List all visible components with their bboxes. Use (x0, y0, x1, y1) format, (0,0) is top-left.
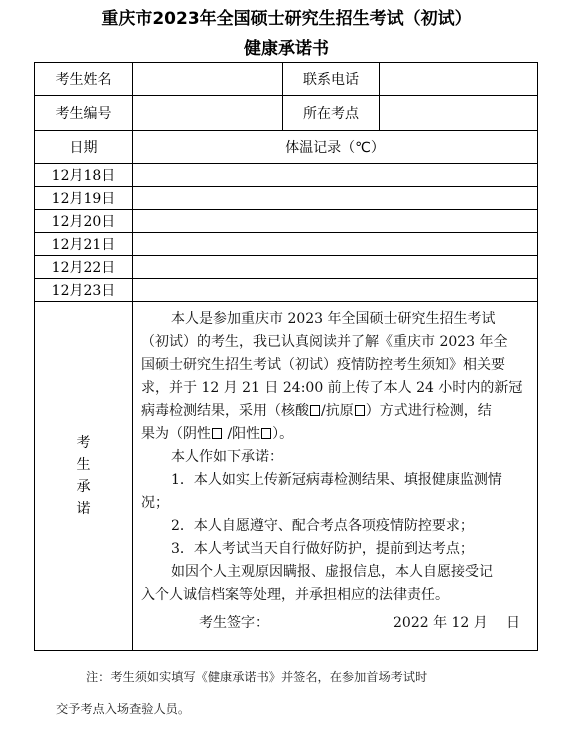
phone-label: 联系电话 (283, 63, 380, 96)
antigen-checkbox[interactable] (355, 405, 365, 416)
signature-day: 日 (506, 615, 520, 631)
date-cell: 12月18日 (35, 164, 133, 187)
temperature-field[interactable] (133, 210, 538, 233)
date-cell: 12月22日 (35, 256, 133, 279)
signature-date: 2022 年 12 月 (393, 615, 488, 631)
signature-label: 考生签字： (199, 615, 269, 631)
date-cell: 12月20日 (35, 210, 133, 233)
site-field[interactable] (380, 96, 538, 131)
pledge-text (133, 302, 538, 651)
temperature-field[interactable] (133, 233, 538, 256)
pledge-line: 3．本人考试当天自行做好防护，提前到达考点； (171, 541, 474, 557)
health-pledge-form (34, 62, 538, 651)
temperature-header: 体温记录（℃） (133, 131, 538, 164)
pledge-line: （初试）的考生，我已认真阅读并了解《重庆市 2023 年全 (141, 334, 508, 350)
site-label: 所在考点 (283, 96, 380, 131)
number-label: 考生编号 (35, 96, 133, 131)
positive-checkbox[interactable] (261, 428, 271, 439)
pledge-line: 如因个人主观原因瞒报、虚报信息，本人自愿接受记 (171, 564, 493, 580)
temperature-field[interactable] (133, 279, 538, 302)
temperature-field[interactable] (133, 256, 538, 279)
pledge-line: 本人作如下承诺： (171, 449, 283, 465)
number-field[interactable] (133, 96, 283, 131)
pledge-line: 1．本人如实上传新冠病毒检测结果、填报健康监测情 (171, 472, 502, 488)
pledge-line: 国硕士研究生招生考试（初试）疫情防控考生须知》相关要 (141, 357, 505, 373)
phone-field[interactable] (380, 63, 538, 96)
document-title: 重庆市2023年全国硕士研究生招生考试（初试） (101, 9, 472, 29)
footnote-line2: 交予考点入场查验人员。 (56, 702, 191, 716)
date-cell: 12月19日 (35, 187, 133, 210)
date-cell: 12月21日 (35, 233, 133, 256)
pledge-line: 病毒检测结果，采用（核酸 /抗原 ）方式进行检测，结 (141, 403, 492, 419)
pledge-line: 2．本人自愿遵守、配合考点各项疫情防控要求； (171, 518, 474, 534)
pledge-line: 求，并于 12 月 21 日 24:00 前上传了本人 24 小时内的新冠 (141, 380, 523, 396)
date-cell: 12月23日 (35, 279, 133, 302)
document-subtitle: 健康承诺书 (244, 39, 329, 59)
date-header: 日期 (35, 131, 133, 164)
negative-checkbox[interactable] (212, 428, 222, 439)
pledge-line: 本人是参加重庆市 2023 年全国硕士研究生招生考试 (171, 311, 496, 327)
name-field[interactable] (133, 63, 283, 96)
temperature-field[interactable] (133, 164, 538, 187)
footnote-line1: 注：考生须如实填写《健康承诺书》并签名，在参加首场考试时 (86, 670, 428, 684)
pledge-line: 果为（阴性 /阳性 ）。 (141, 426, 294, 442)
pledge-side-label: 考 生 承 诺 (35, 302, 133, 651)
nucleic-acid-checkbox[interactable] (310, 405, 320, 416)
temperature-field[interactable] (133, 187, 538, 210)
pledge-line: 况； (141, 495, 169, 511)
name-label: 考生姓名 (35, 63, 133, 96)
pledge-line: 入个人诚信档案等处理，并承担相应的法律责任。 (141, 587, 449, 603)
